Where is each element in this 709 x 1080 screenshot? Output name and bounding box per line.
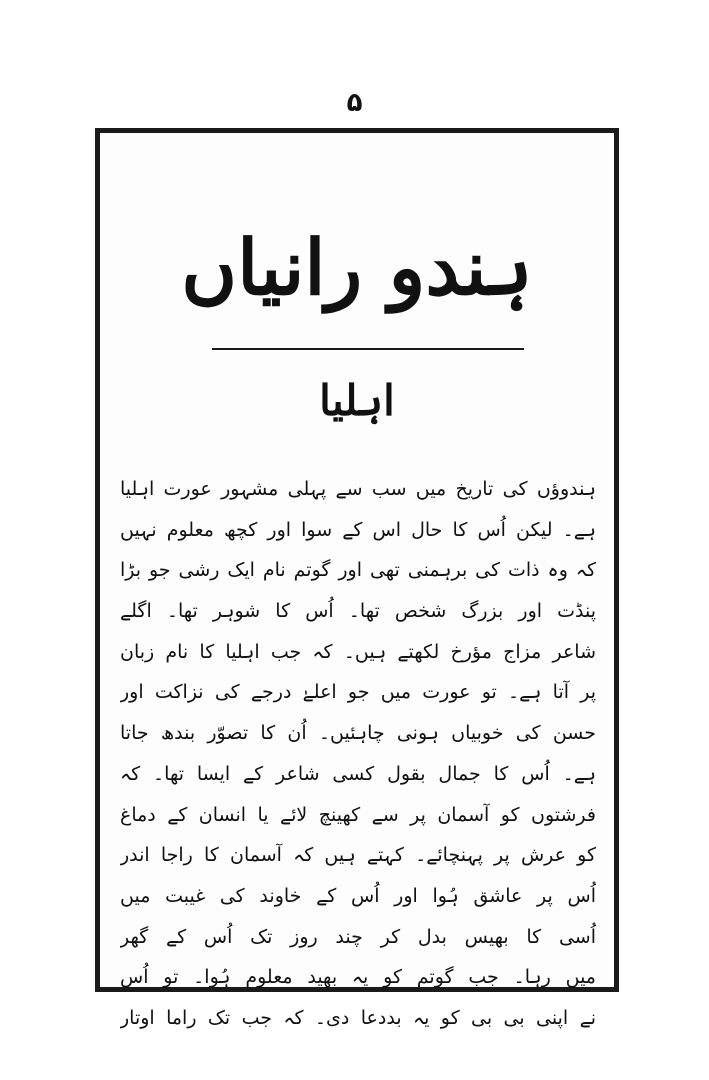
- chapter-title: اہلیا: [319, 376, 395, 425]
- body-line: اُسی کا بھیس بدل کر چند روز تک اُس کے گھر: [120, 925, 596, 948]
- body-line: ہندوؤں کی تاریخ میں سب سے پہلی مشہور عورت اہلیا: [120, 478, 596, 500]
- body-line: کہ وہ ذات کی برہمنی تھی اور گوتم نام ایک رشی جو بڑا: [120, 559, 596, 582]
- body-line: کو عرش پر پہنچائے۔ کہتے ہیں کہ آسمان کا راجا اندر: [120, 844, 596, 867]
- page-number: ۵: [346, 88, 363, 118]
- book-title: ہندو رانیاں: [181, 223, 533, 312]
- page-border-frame: [95, 128, 619, 1029]
- body-line: پر آتا ہے۔ تو عورت میں جو اعلےٰ درجے کی نزاکت اور: [120, 681, 596, 704]
- body-line: فرشتوں کو آسمان پر سے کھینچ لائے یا انسان کے دماغ: [120, 803, 596, 826]
- body-line: ہے۔ لیکن اُس کا حال اس کے سوا اور کچھ معلوم نہیں: [120, 518, 596, 541]
- body-text: [120, 469, 596, 1039]
- body-line: ہے۔ اُس کا جمال بقول کسی شاعر کے ایسا تھا۔ کہ: [120, 762, 596, 785]
- body-line: نے اپنی بی بی کو یہ بددعا دی۔ کہ جب تک راما اوتار: [120, 1006, 596, 1029]
- body-line: میں رہا۔ جب گوتم کو یہ بھید معلوم ہُوا۔ تو اُس: [120, 966, 596, 989]
- body-line: شاعر مزاج مؤرخ لکھتے ہیں۔ کہ جب اہلیا کا نام زبان: [120, 640, 596, 663]
- body-line: پنڈت اور بزرگ شخص تھا۔ اُس کا شوہر تھا۔ اگلے: [120, 600, 596, 623]
- body-line: اُس پر عاشق ہُوا اور اُس کے خاوند کی غیبت میں: [120, 884, 596, 907]
- title-divider: [212, 348, 524, 350]
- body-line: حسن کی خوبیاں ہونی چاہئیں۔ اُن کا تصوّر بندھ جاتا: [120, 722, 596, 745]
